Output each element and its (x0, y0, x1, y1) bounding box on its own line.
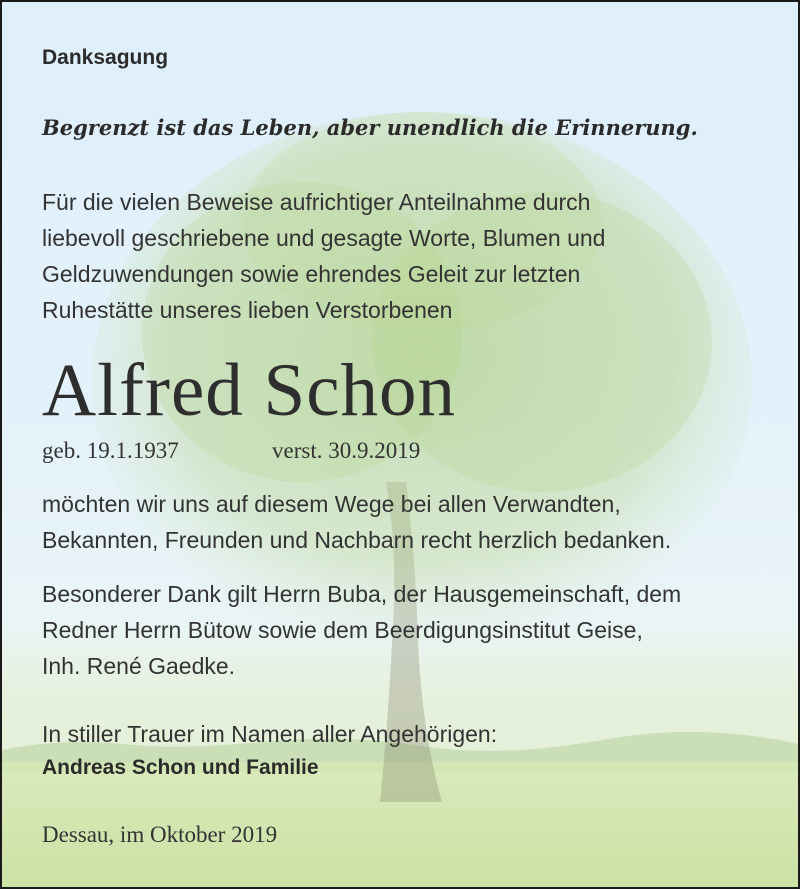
intro-line: Ruhestätte unseres lieben Verstorbenen (42, 297, 453, 323)
death-date: verst. 30.9.2019 (272, 438, 421, 463)
intro-line: liebevoll geschriebene und gesagte Worte, Blumen und (42, 225, 606, 251)
birth-date: geb. 19.1.1937 (42, 438, 179, 463)
special-thanks-line: Inh. René Gaedke. (42, 653, 236, 679)
notice-heading: Danksagung (42, 46, 169, 69)
intro-line: Geldzuwendungen sowie ehrendes Geleit zur letzten (42, 261, 581, 287)
family-signature: Andreas Schon und Familie (42, 756, 319, 779)
special-thanks-line: Redner Herrn Bütow sowie dem Beerdigungsinstitut Geise, (42, 617, 643, 643)
mourning-line: In stiller Trauer im Namen aller Angehörigen: (42, 721, 498, 747)
thanks-paragraph (42, 486, 671, 558)
life-dates (42, 438, 421, 464)
motto: Begrenzt ist das Leben, aber unendlich die Erinnerung. (42, 115, 698, 140)
intro-line: Für die vielen Beweise aufrichtiger Anteilnahme durch (42, 189, 591, 215)
place-date: Dessau, im Oktober 2019 (42, 822, 278, 847)
thanks-line: möchten wir uns auf diesem Wege bei allen Verwandten, (42, 491, 621, 517)
special-thanks-paragraph (42, 576, 681, 684)
special-thanks-line: Besonderer Dank gilt Herrn Buba, der Hausgemeinschaft, dem (42, 581, 682, 607)
deceased-name: Alfred Schon (42, 349, 456, 432)
thanks-line: Bekannten, Freunden und Nachbarn recht herzlich bedanken. (42, 527, 672, 553)
intro-paragraph (42, 184, 605, 328)
